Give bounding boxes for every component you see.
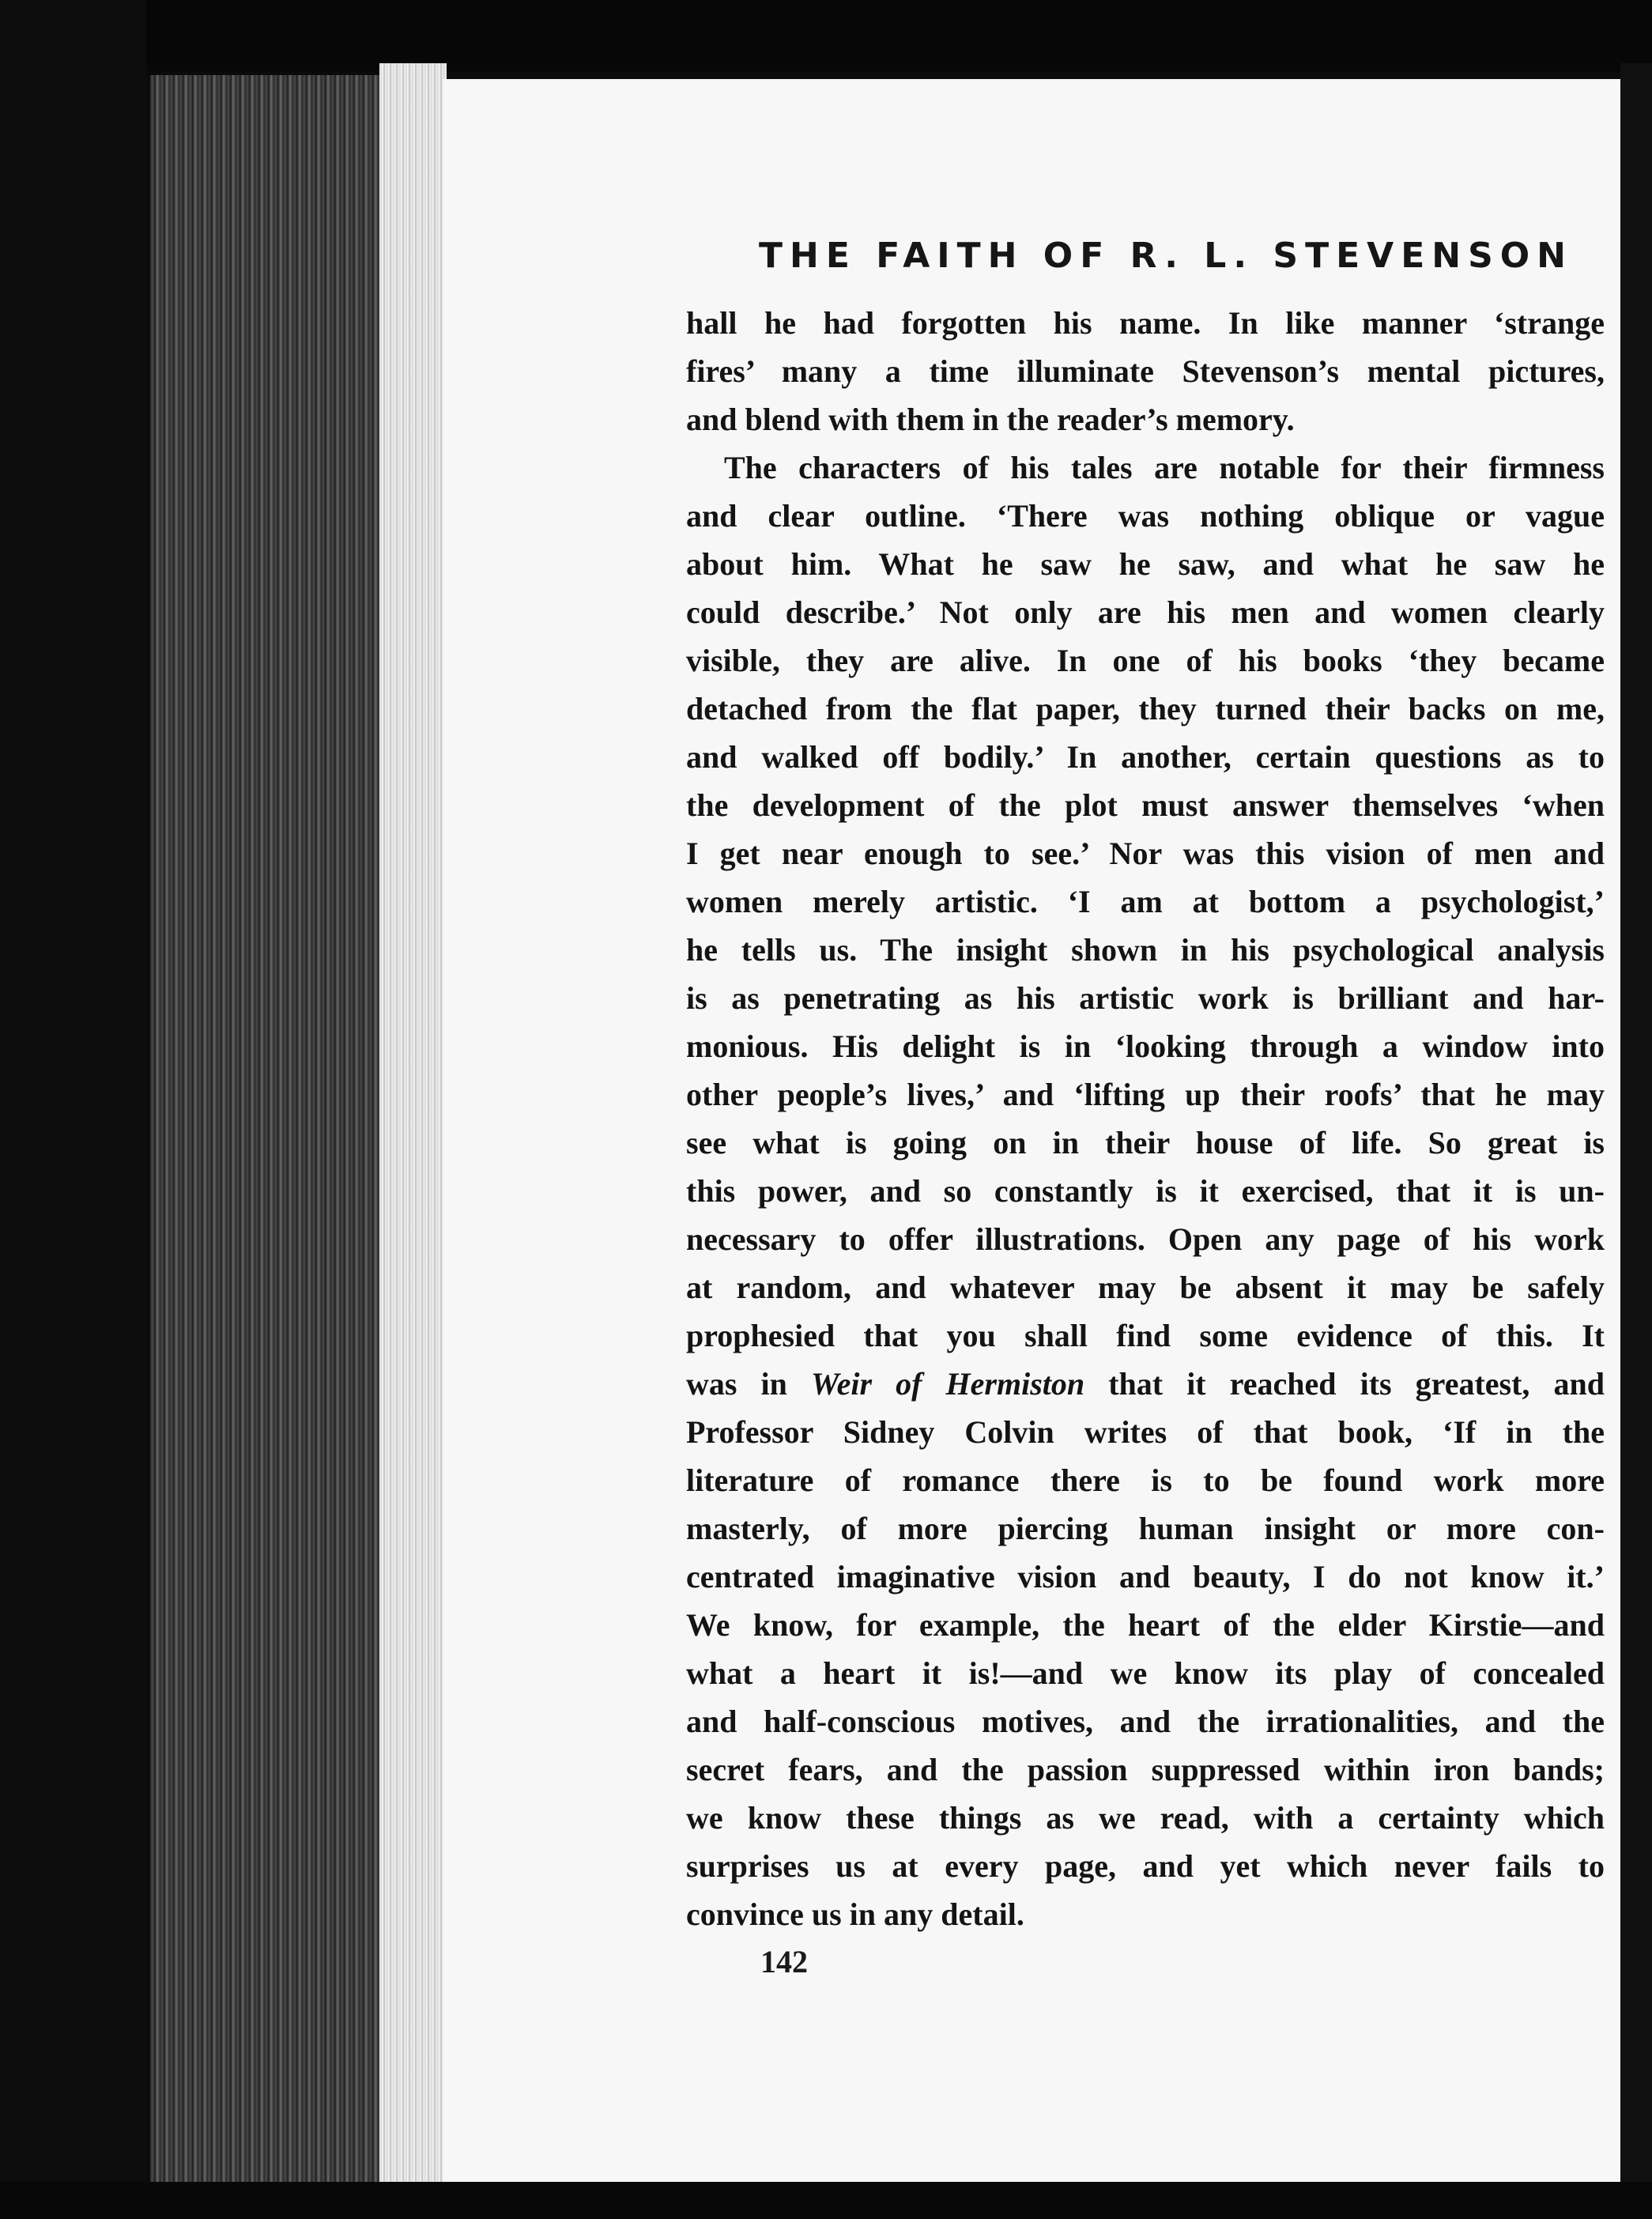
text-line: the development of the plot must answer themselves ‘when: [686, 787, 1605, 823]
text-line: centrated imaginative vision and beauty, I do not know it.’: [686, 1559, 1605, 1594]
text-line: and half-conscious motives, and the irrationalities, and the: [686, 1704, 1605, 1739]
text-line: prophesied that you shall find some evidence of this. It: [686, 1318, 1605, 1353]
text-line: Professor Sidney Colvin writes of that book, ‘If in the: [686, 1414, 1605, 1450]
running-head: THE FAITH OF R. L. STEVENSON: [759, 236, 1573, 276]
scan-border-left: [0, 0, 146, 2219]
text-line: We know, for example, the heart of the elder Kirstie—and: [686, 1607, 1605, 1643]
text-line: at random, and whatever may be absent it may be safely: [686, 1270, 1605, 1305]
text-line: women merely artistic. ‘I am at bottom a psychologist,’: [686, 884, 1605, 919]
body-text: [686, 299, 1605, 1938]
text-line: he tells us. The insight shown in his psychological analysis: [686, 932, 1605, 968]
text-line: I get near enough to see.’ Nor was this vision of men and: [686, 836, 1605, 871]
scan-border-bottom: [0, 2182, 1652, 2219]
text-line: fires’ many a time illuminate Stevenson’s mental pictures,: [686, 353, 1605, 389]
text-line: about him. What he saw he saw, and what he saw he: [686, 546, 1605, 582]
text-line: detached from the flat paper, they turned their backs on me,: [686, 691, 1605, 726]
text-line: secret fears, and the passion suppressed within iron bands;: [686, 1752, 1605, 1787]
text-line: is as penetrating as his artistic work is brilliant and har-: [686, 980, 1605, 1016]
text-line: The characters of his tales are notable for their firmness: [724, 450, 1605, 485]
text-line: [686, 1360, 1605, 1408]
text-line: and clear outline. ‘There was nothing oblique or vague: [686, 498, 1605, 534]
text-line: visible, they are alive. In one of his books ‘they became: [686, 643, 1605, 678]
scan-border-right: [1620, 63, 1652, 2198]
book-spine: [150, 75, 379, 2182]
text-line: surprises us at every page, and yet which never fails to: [686, 1848, 1605, 1884]
text-line: monious. His delight is in ‘looking through a window into: [686, 1028, 1605, 1064]
text-line: what a heart it is!—and we know its play of concealed: [686, 1655, 1605, 1691]
text-line: we know these things as we read, with a certainty which: [686, 1800, 1605, 1836]
text-line: this power, and so constantly is it exercised, that it is un-: [686, 1173, 1605, 1209]
page-number: 142: [760, 1944, 808, 1979]
text-line: convince us in any detail.: [686, 1896, 1024, 1932]
text-line: other people’s lives,’ and ‘lifting up their roofs’ that he may: [686, 1077, 1605, 1112]
scan-border-top: [0, 0, 1652, 71]
text-line: masterly, of more piercing human insight or more con-: [686, 1511, 1605, 1546]
book-title: Weir of Hermiston: [811, 1366, 1085, 1402]
text-line: could describe.’ Not only are his men and women clearly: [686, 594, 1605, 630]
page-edges: [379, 63, 447, 2190]
text-line: and walked off bodily.’ In another, certain questions as to: [686, 739, 1605, 775]
text-line: see what is going on in their house of life. So great is: [686, 1125, 1605, 1160]
text-line: literature of romance there is to be found work more: [686, 1462, 1605, 1498]
text-line: and blend with them in the reader’s memory.: [686, 402, 1295, 437]
text-line: hall he had forgotten his name. In like manner ‘strange: [686, 305, 1605, 341]
text-line: necessary to offer illustrations. Open any page of his work: [686, 1221, 1605, 1257]
text-segment: was in: [686, 1366, 787, 1402]
text-segment: that it reached its greatest, and: [1108, 1366, 1605, 1402]
